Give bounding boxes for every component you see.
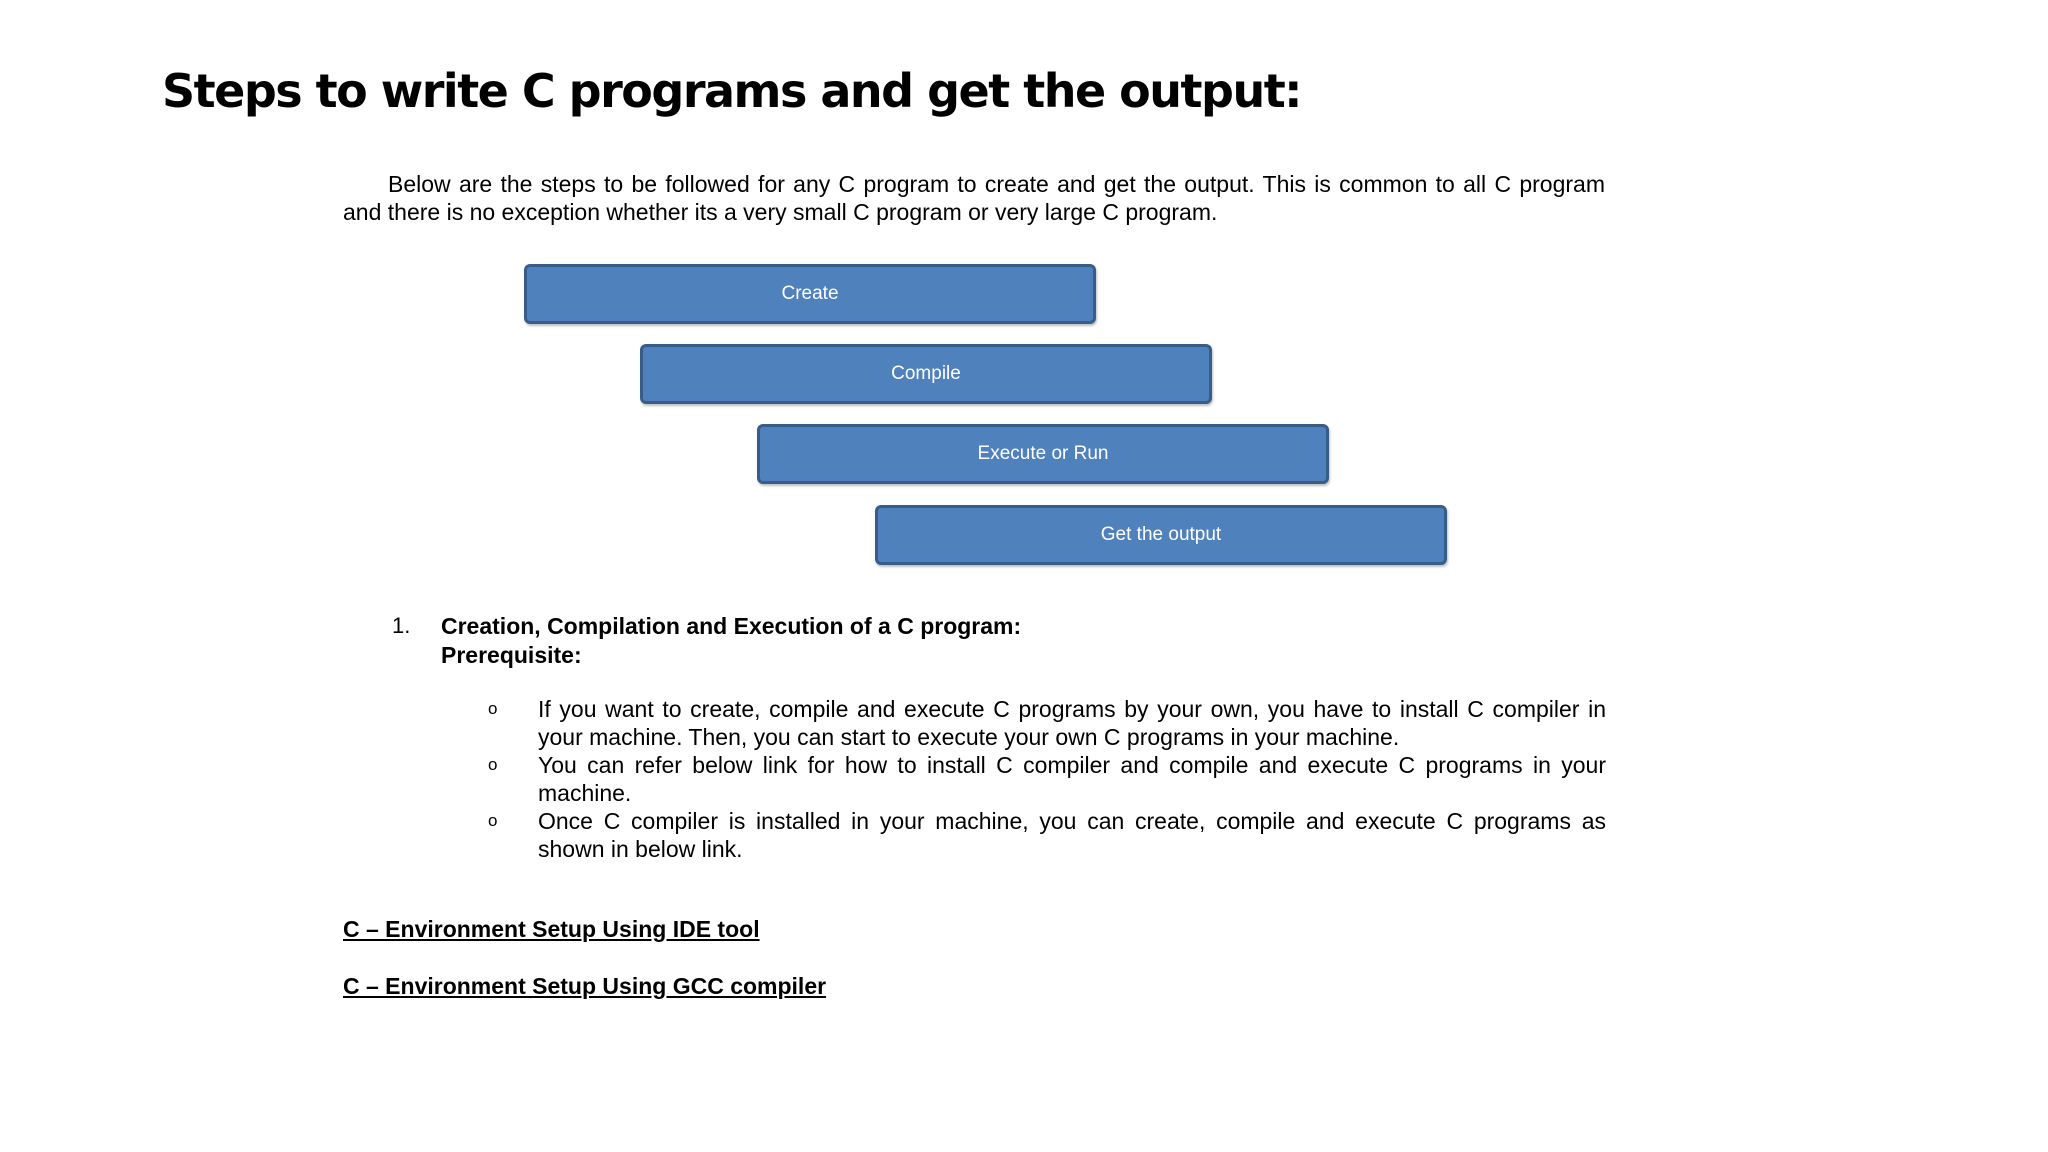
step-create-box [524,264,1096,324]
page-title: Steps to write C programs and get the output: [162,64,1302,118]
intro-paragraph: Below are the steps to be followed for any C program to create and get the output. This is common to all C program and there is no exception whether its a very small C program or very large C program. [343,171,1605,225]
step-label: Create [781,283,839,304]
step-label: Get the output [1100,524,1222,545]
step-output-box [875,505,1447,565]
list-item [488,751,1606,807]
list-item [488,807,1606,863]
list-item-text: If you want to create, compile and execute C programs by your own, you have to install C compiler in your machine. Then, you can start to execute your own C programs in your machine. [538,696,1606,750]
section-number: 1. [392,613,411,638]
bullet-circle-icon: o [488,755,498,774]
section-heading: Creation, Compilation and Execution of a C program: [441,613,1022,639]
list-item [488,695,1606,751]
prerequisite-list [488,695,1606,863]
section-heading-block [441,612,1021,670]
list-item-text: You can refer below link for how to install C compiler and compile and execute C programs in your machine. [538,752,1606,806]
gcc-setup-link[interactable]: C – Environment Setup Using GCC compiler [343,973,827,999]
step-label: Execute or Run [977,443,1109,464]
section-subheading: Prerequisite: [441,642,582,668]
bullet-circle-icon: o [488,811,498,830]
ide-setup-link[interactable]: C – Environment Setup Using IDE tool [343,916,760,942]
step-label: Compile [891,363,961,384]
list-item-text: Once C compiler is installed in your machine, you can create, compile and execute C programs as shown in below link. [538,808,1606,862]
step-compile-box [640,344,1212,404]
step-execute-box [757,424,1329,484]
bullet-circle-icon: o [488,699,498,718]
